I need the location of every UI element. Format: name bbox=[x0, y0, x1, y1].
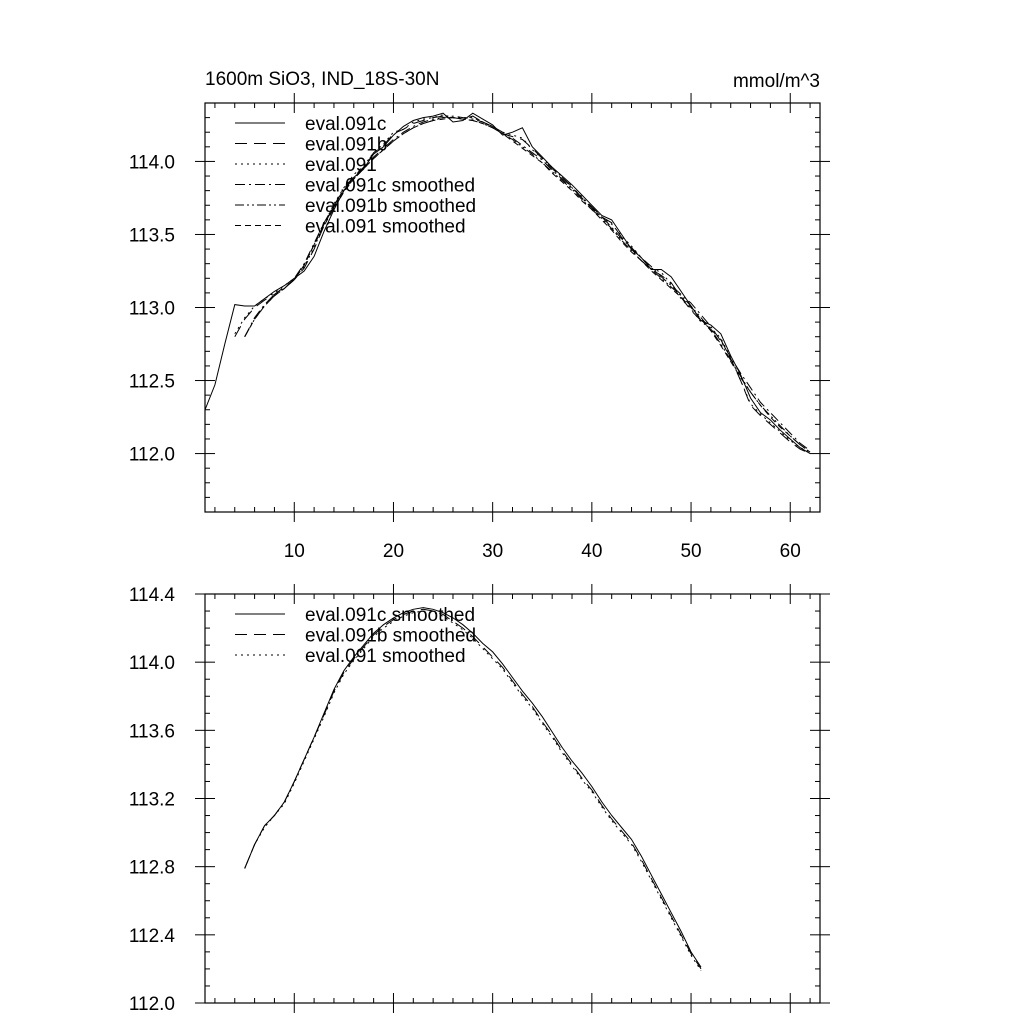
x-tick-label: 20 bbox=[382, 541, 405, 562]
legend-label: eval.091c bbox=[305, 114, 387, 135]
x-tick-label: 40 bbox=[581, 541, 603, 562]
units-label: mmol/m^3 bbox=[732, 71, 820, 92]
y-tick-label: 114.4 bbox=[128, 585, 175, 606]
legend-label: eval.091c smoothed bbox=[305, 605, 476, 626]
y-tick-label: 112.0 bbox=[128, 994, 175, 1015]
y-tick-label: 112.0 bbox=[128, 444, 175, 466]
x-tick-label: 10 bbox=[283, 541, 305, 562]
legend-label: eval.091b smoothed bbox=[305, 625, 477, 647]
x-tick-label: 60 bbox=[779, 541, 801, 562]
plot-frame bbox=[205, 594, 820, 1003]
legend-label: eval.091 smoothed bbox=[305, 216, 466, 238]
x-tick-label: 50 bbox=[680, 541, 702, 562]
legend-label: eval.091 smoothed bbox=[305, 646, 466, 667]
y-tick-label: 113.6 bbox=[128, 721, 175, 743]
plot-frame bbox=[205, 103, 820, 512]
y-tick-label: 113.5 bbox=[128, 225, 175, 247]
y-tick-label: 114.0 bbox=[128, 152, 175, 174]
legend-label: eval.091b bbox=[305, 134, 388, 156]
legend-label: eval.091c smoothed bbox=[305, 175, 476, 197]
y-tick-label: 113.2 bbox=[128, 789, 175, 811]
top-panel bbox=[129, 69, 830, 562]
y-tick-label: 112.4 bbox=[128, 925, 175, 947]
legend-label: eval.091 bbox=[305, 155, 377, 176]
y-tick-label: 114.0 bbox=[128, 653, 175, 675]
chart-title: 1600m SiO3, IND_18S-30N bbox=[205, 69, 440, 90]
bottom-panel bbox=[129, 584, 830, 1015]
y-tick-label: 113.0 bbox=[128, 298, 175, 320]
x-tick-label: 30 bbox=[482, 541, 504, 562]
series-line-0 bbox=[205, 113, 810, 453]
y-tick-label: 112.8 bbox=[128, 857, 175, 879]
legend-label: eval.091b smoothed bbox=[305, 196, 477, 217]
y-tick-label: 112.5 bbox=[128, 371, 175, 393]
